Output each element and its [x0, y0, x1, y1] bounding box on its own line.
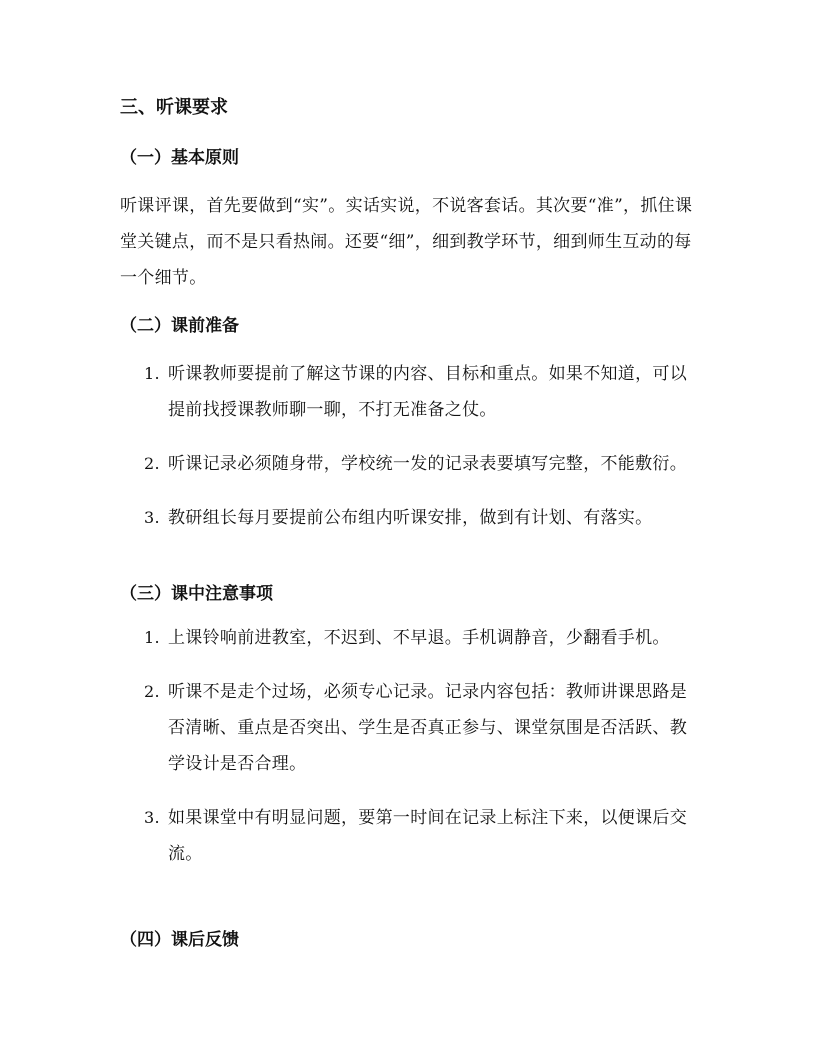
list-item-text: 教研组长每月要提前公布组内听课安排，做到有计划、有落实。 — [168, 508, 653, 528]
list-item-text: 听课不是走个过场，必须专心记录。记录内容包括：教师讲课思路是否清晰、重点是否突出、学生是否真正参与、课堂氛围是否活跃、教学设计是否合理。 — [168, 682, 687, 774]
list-item — [120, 800, 700, 872]
list-item — [120, 620, 700, 656]
in-class-list — [120, 620, 700, 890]
subsection-heading-in-class: （三）课中注意事项 — [120, 584, 273, 604]
list-item — [120, 500, 700, 536]
list-item — [120, 356, 700, 428]
list-item-text: 如果课堂中有明显问题，要第一时间在记录上标注下来，以便课后交流。 — [168, 808, 687, 864]
list-item-text: 上课铃响前进教室，不迟到、不早退。手机调静音，少翻看手机。 — [168, 628, 670, 648]
list-item-number: 1. — [144, 364, 160, 383]
list-item-text: 听课记录必须随身带，学校统一发的记录表要填写完整，不能敷衍。 — [168, 454, 687, 474]
preparation-list — [120, 356, 700, 554]
section-title: 三、听课要求 — [120, 97, 228, 118]
list-item-text: 听课教师要提前了解这节课的内容、目标和重点。如果不知道，可以提前找授课教师聊一聊，不打无准备之仗。 — [168, 364, 687, 420]
list-item — [120, 446, 700, 482]
subsection-heading-basic-principles: （一）基本原则 — [120, 148, 239, 168]
list-item-number: 2. — [144, 682, 160, 701]
basic-principles-paragraph: 听课评课，首先要做到“实”。实话实说，不说客套话。其次要“准”，抓住课堂关键点，而不是只看热闹。还要“细”，细到教学环节，细到师生互动的每一个细节。 — [120, 196, 693, 288]
list-item-number: 3. — [144, 808, 160, 827]
list-item — [120, 674, 700, 782]
subsection-heading-preparation: （二）课前准备 — [120, 316, 239, 336]
list-item-number: 3. — [144, 508, 160, 527]
subsection-heading-feedback: （四）课后反馈 — [120, 930, 239, 950]
list-item-number: 2. — [144, 454, 160, 473]
list-item-number: 1. — [144, 628, 160, 647]
